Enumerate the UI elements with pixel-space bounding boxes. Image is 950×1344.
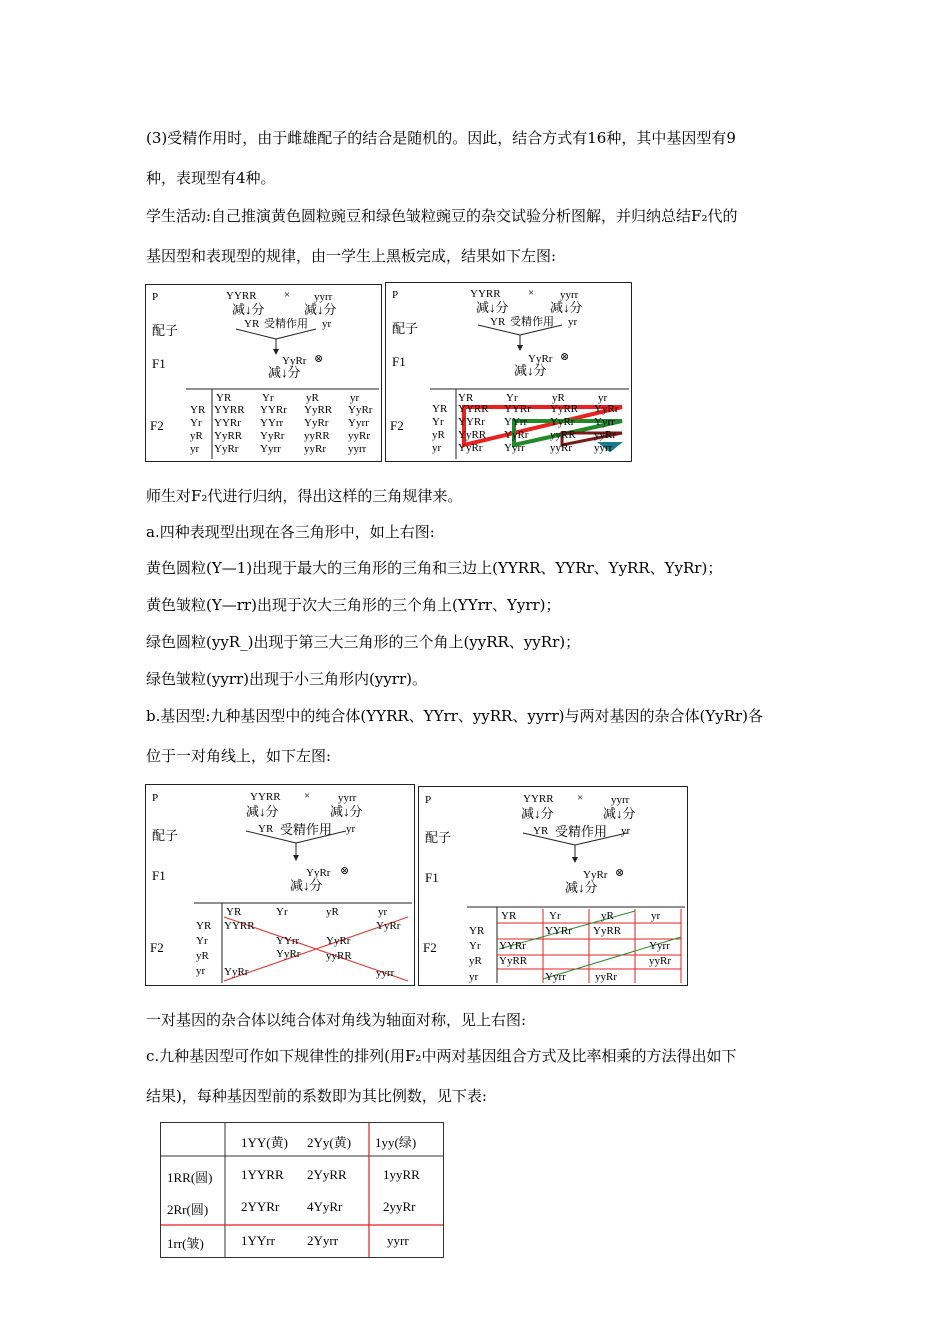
meiosis-label: 减↓分 [565,880,598,895]
grid-cell: YyRr [550,416,575,428]
f2-label: F2 [150,418,164,433]
paragraph-green-wrinkled: 绿色皱粒(yyrr)出现于小三角形内(yyrr)。 [146,670,427,688]
grid-cell: YyRR [550,403,579,415]
f1-label: F1 [392,354,406,369]
row-header: YR [432,403,448,415]
f1-genotype: YyRr [528,353,553,365]
grid-cell: YyRR [593,925,622,937]
ratio-cell: 2YyRR [307,1167,347,1182]
paragraph-point-c: c.九种基因型可作如下规律性的排列(用F₂中两对基因组合方式及比率相乘的方法得出如下 [146,1047,737,1065]
row-header: Yr [469,940,481,952]
f1-label: F1 [152,868,166,883]
row-label-rr-round: 1RR(圆) [167,1170,213,1185]
cross-diagram-basic [145,284,382,462]
paragraph-point-c-cont: 结果)，每种基因型前的系数即为其比例数，见下表: [146,1087,487,1105]
parent-yyrr-dominant: YYRR [226,290,257,302]
col-header: YR [501,910,517,922]
cross-diagram-diagonals [145,784,415,986]
fertilization-label: 受精作用 [280,822,333,837]
row-header: yR [196,950,209,962]
row-header: Yr [432,416,444,428]
row-header: YR [190,404,206,416]
cross-mark: × [577,792,584,804]
fertilization-label: 受精作用 [264,318,308,330]
row-header: yr [469,971,479,983]
row-header: yr [190,443,200,455]
grid-cell: yyRr [304,443,326,455]
parent-yyrr-dominant: YYRR [470,288,501,300]
row-label-rr-het-round: 2Rr(圆) [167,1202,209,1217]
col-header: yR [326,906,339,918]
ratio-cell: 2yyRr [383,1199,416,1214]
p-label: P [425,794,432,806]
gamete-yr-dominant: YR [533,825,549,837]
cross-mark: × [304,790,311,802]
paragraph-point-a: a.四种表现型出现在各三角形中，如上右图: [146,523,435,541]
f2-label: F2 [423,940,437,955]
paragraph-yellow-round: 黄色圆粒(Y—1)出现于最大的三角形的三角和三边上(YYRR、YYRr、YyRR、YyRr)； [146,559,723,577]
grid-cell: YYrr [504,416,528,428]
grid-cell: yyrr [594,442,613,454]
grid-cell: YyRr [326,935,351,947]
col-header: Yr [506,392,518,404]
grid-cell: YyRr [276,948,301,960]
paragraph-yellow-wrinkled: 黄色皱粒(Y—rr)出现于次大三角形的三个角上(YYrr、Yyrr)； [146,596,561,614]
col-header: yr [651,910,661,922]
col-header: Yr [276,906,288,918]
ratio-cell: 1yyRR [383,1167,420,1182]
row-label-rr-wrinkled: 1rr(皱) [167,1236,204,1251]
row-header: yr [432,442,442,454]
grid-cell: YYRr [545,925,572,937]
col-header: YR [216,392,232,404]
p-label: P [392,289,399,301]
grid-cell: YyRr [458,442,483,454]
cross-diagram-triangles [385,282,632,462]
paragraph-point-b-cont: 位于一对角线上，如下左图: [146,747,332,765]
grid-cell: YyRr [224,966,249,978]
grid-cell: yyRr [594,429,616,441]
f1-genotype: YyRr [583,869,608,881]
grid-cell: YyRR [304,404,333,416]
grid-cell: Yyrr [649,940,670,952]
paragraph-induction: 师生对F₂代进行归纳，得出这样的三角规律来。 [146,487,463,505]
grid-cell: YYRr [499,940,526,952]
p-label: P [152,792,159,804]
meiosis-label: 减↓分 [268,365,301,380]
paragraph-point-b: b.基因型:九种基因型中的纯合体(YYRR、YYrr、yyRR、yyrr)与两对基因的杂合体(YyRr)各 [146,707,764,725]
f2-label: F2 [150,940,164,955]
grid-cell: yyrr [348,443,367,455]
grid-cell: YyRr [504,429,529,441]
grid-cell: Yyrr [545,971,566,983]
grid-cell: yyRr [348,430,370,442]
parent-yyrr-dominant: YYRR [523,793,554,805]
grid-cell: YYrr [260,417,284,429]
ratio-cell: 1YYRR [241,1167,284,1182]
grid-cell: YyRr [214,443,239,455]
header-yy-yellow: 1YY(黄) [241,1135,288,1150]
row-header: Yr [190,417,202,429]
f2-label: F2 [390,418,404,433]
ratio-cell: 2YYRr [241,1199,280,1214]
gametes-label: 配子 [152,828,179,843]
grid-cell: YYrr [276,935,300,947]
meiosis-label: 减↓分 [514,363,547,378]
col-header: yr [598,392,608,404]
row-header: yR [190,430,203,442]
col-header: yr [350,392,360,404]
meiosis-label: 减↓分 [521,806,554,821]
col-header: yR [306,392,319,404]
grid-cell: yyRR [550,429,576,441]
paragraph-symmetry: 一对基因的杂合体以纯合体对角线为轴面对称，见上右图: [146,1011,527,1029]
gamete-yr-recessive: yr [568,316,578,328]
fertilization-label: 受精作用 [555,824,608,839]
fertilization-label: 受精作用 [510,316,554,328]
col-header: yR [601,910,614,922]
grid-cell: YYRR [458,403,489,415]
meiosis-label: 减↓分 [304,302,337,317]
grid-cell: YYRR [224,920,255,932]
header-yy-het-yellow: 2Yy(黄) [307,1135,352,1150]
paragraph-green-round: 绿色圆粒(yyR_)出现于第三大三角形的三个角上(yyRR、yyRr)； [146,633,581,651]
grid-cell: yyRr [649,955,671,967]
col-header: yR [552,392,565,404]
grid-cell: yyRR [326,950,352,962]
f1-genotype: YyRr [306,867,331,879]
grid-cell: YyRR [499,955,528,967]
selfing-icon: ⊗ [615,867,625,879]
col-header: YR [226,906,242,918]
grid-cell: YyRr [304,417,329,429]
f1-label: F1 [425,870,439,885]
ratio-cell: yyrr [387,1233,409,1248]
gamete-yr-recessive: yr [346,823,356,835]
parent-yyrr-recessive: yyrr [611,794,630,806]
cross-mark: × [528,287,535,299]
genotype-ratio-table [160,1122,444,1258]
grid-cell: Yyrr [504,442,525,454]
f1-label: F1 [152,356,166,371]
row-header: yr [196,965,206,977]
parent-yyrr-dominant: YYRR [250,791,281,803]
paragraph-student-activity-cont: 基因型和表现型的规律，由一学生上黑板完成，结果如下左图: [146,247,557,265]
meiosis-label: 减↓分 [603,806,636,821]
col-header: YR [458,392,474,404]
row-header: YR [469,925,485,937]
ratio-cell: 1YYrr [241,1233,275,1248]
p-label: P [152,291,159,303]
grid-cell: YyRR [458,429,487,441]
col-header: Yr [262,392,274,404]
row-header: YR [196,920,212,932]
paragraph-student-activity: 学生活动:自己推演黄色圆粒豌豆和绿色皱粒豌豆的杂交试验分析图解，并归纳总结F₂代的 [146,207,738,225]
col-header: yr [378,906,388,918]
grid-cell: yyRr [550,442,572,454]
parent-yyrr-recessive: yyrr [338,792,357,804]
grid-cell: YyRr [348,404,373,416]
selfing-icon: ⊗ [314,353,324,365]
paragraph-fertilization: (3)受精作用时，由于雌雄配子的结合是随机的。因此，结合方式有16种，其中基因型有9 [146,129,736,147]
gametes-label: 配子 [392,321,419,336]
grid-cell: Yyrr [348,417,369,429]
gametes-label: 配子 [425,830,452,845]
row-header: Yr [196,935,208,947]
meiosis-label: 减↓分 [232,302,265,317]
grid-cell: YyRr [260,430,285,442]
selfing-icon: ⊗ [340,865,350,877]
header-yy-green: 1yy(绿) [375,1135,417,1150]
selfing-icon: ⊗ [560,351,570,363]
grid-cell: yyrr [376,967,395,979]
ratio-cell: 2Yyrr [307,1233,339,1248]
cross-mark: × [284,289,291,301]
meiosis-label: 减↓分 [290,878,323,893]
gamete-yr-dominant: YR [258,823,274,835]
grid-cell: Yyrr [260,443,281,455]
grid-cell: YYRr [504,403,531,415]
row-header: yR [432,429,445,441]
gamete-yr-recessive: yr [322,318,332,330]
cross-diagram-symmetry [418,786,688,986]
grid-cell: yyRR [304,430,330,442]
parent-yyrr-recessive: yyrr [560,289,579,301]
gamete-yr-dominant: YR [490,316,506,328]
col-header: Yr [549,910,561,922]
meiosis-label: 减↓分 [476,300,509,315]
meiosis-label: 减↓分 [330,804,363,819]
meiosis-label: 减↓分 [550,300,583,315]
gamete-yr-dominant: YR [244,318,260,330]
ratio-cell: 4YyRr [307,1199,343,1214]
grid-cell: YYRr [458,416,485,428]
paragraph-fertilization-cont: 种，表现型有4种。 [146,169,276,187]
grid-cell: YyRr [594,403,619,415]
parent-yyrr-recessive: yyrr [314,291,333,303]
gametes-label: 配子 [152,323,179,338]
grid-cell: YYRR [214,404,245,416]
grid-cell: YyRr [376,920,401,932]
grid-cell: YYRr [214,417,241,429]
meiosis-label: 减↓分 [246,804,279,819]
grid-cell: YyRR [214,430,243,442]
f1-genotype: YyRr [282,355,307,367]
grid-cell: Yyrr [594,416,615,428]
gamete-yr-recessive: yr [621,825,631,837]
grid-cell: yyRr [595,971,617,983]
grid-cell: YYRr [260,404,287,416]
row-header: yR [469,955,482,967]
